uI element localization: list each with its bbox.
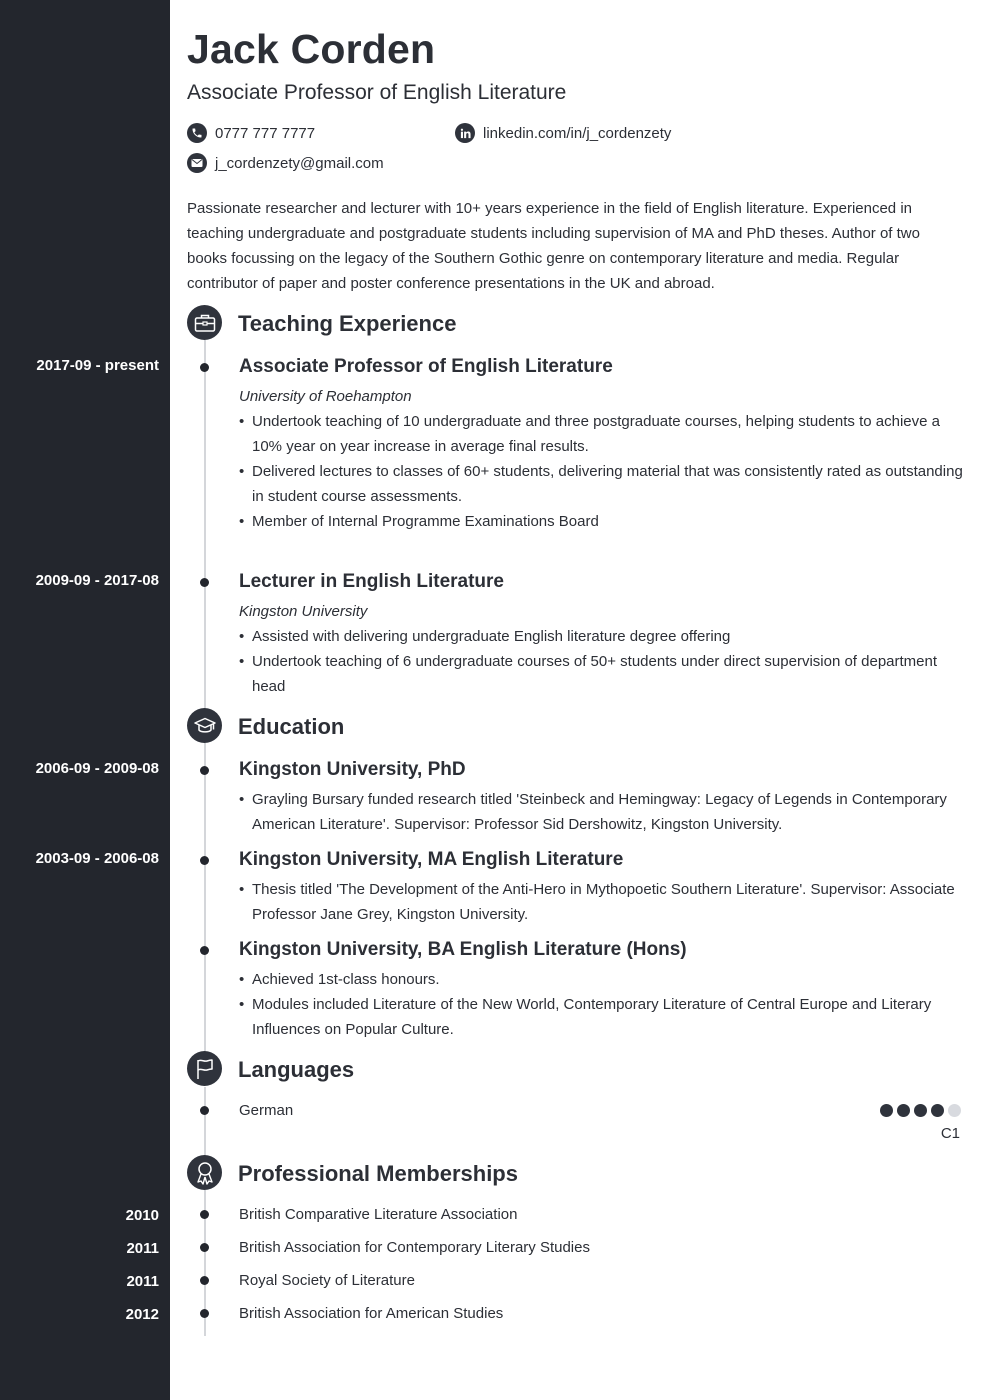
membership-year: 2011 xyxy=(126,1273,159,1290)
job-title-2: Lecturer in English Literature xyxy=(239,571,504,592)
timeline-dot xyxy=(200,1210,209,1219)
contact-email[interactable] xyxy=(187,153,384,173)
rating-dot-filled xyxy=(880,1104,893,1117)
job-org-1: University of Roehampton xyxy=(239,388,412,405)
education-bullets-2 xyxy=(239,877,964,927)
section-title-education: Education xyxy=(238,714,345,739)
contact-linkedin[interactable] xyxy=(455,123,671,143)
section-title-memberships: Professional Memberships xyxy=(238,1161,518,1186)
education-bullets-3 xyxy=(239,967,964,1042)
list-item: • Modules included Literature of the New World, Contemporary Literature of Central Europe and Literary Influences on Popular Culture. xyxy=(239,992,964,1042)
email-text[interactable]: j_cordenzety@gmail.com xyxy=(215,154,384,172)
sidebar xyxy=(0,0,170,1400)
list-item: • Member of Internal Programme Examinations Board xyxy=(239,509,964,534)
education-title-1: Kingston University, PhD xyxy=(239,759,466,780)
membership-year: 2012 xyxy=(125,1306,159,1323)
job-org-2: Kingston University xyxy=(239,603,368,620)
rating-dot-filled xyxy=(914,1104,927,1117)
timeline-dot xyxy=(200,578,209,587)
job-title: Associate Professor of English Literature xyxy=(187,81,567,104)
membership-year: 2011 xyxy=(126,1240,159,1257)
award-icon xyxy=(187,1155,222,1190)
job-date: 2017-09 - present xyxy=(36,357,159,374)
timeline-dot xyxy=(200,766,209,775)
membership-year: 2010 xyxy=(125,1207,159,1224)
list-item: • Undertook teaching of 6 undergraduate courses of 50+ students under direct supervision of department head xyxy=(239,649,964,699)
linkedin-icon xyxy=(455,123,475,143)
rating-dot-filled xyxy=(931,1104,944,1117)
rating-dot-filled xyxy=(897,1104,910,1117)
education-title-2: Kingston University, MA English Literature xyxy=(239,849,624,870)
job-title-1: Associate Professor of English Literature xyxy=(239,356,613,377)
timeline-dot xyxy=(200,1243,209,1252)
flag-icon xyxy=(187,1051,222,1086)
job-bullets-1 xyxy=(239,409,964,534)
list-item: • Grayling Bursary funded research titled 'Steinbeck and Hemingway: Legacy of Legends in Contemporary American Literature'. Supervisor: Professor Sid Dershowitz, Kingston University. xyxy=(239,787,964,837)
timeline-line-education xyxy=(204,743,206,1053)
timeline-dot xyxy=(200,1106,209,1115)
timeline-dot xyxy=(200,856,209,865)
graduation-cap-icon xyxy=(187,708,222,743)
list-item: • Thesis titled 'The Development of the Anti-Hero in Mythopoetic Southern Literature'. Supervisor: Associate Professor Jane Grey, Kingston University. xyxy=(239,877,964,927)
timeline-dot xyxy=(200,946,209,955)
education-date: 2003-09 - 2006-08 xyxy=(35,850,159,867)
timeline-line-experience xyxy=(204,340,206,710)
phone-icon xyxy=(187,123,207,143)
linkedin-text[interactable]: linkedin.com/in/j_cordenzety xyxy=(483,124,672,142)
membership-name: British Association for American Studies xyxy=(239,1305,504,1322)
timeline-dot xyxy=(200,363,209,372)
language-rating xyxy=(860,1104,961,1119)
job-date: 2009-09 - 2017-08 xyxy=(35,572,159,589)
language-level: C1 xyxy=(940,1125,960,1142)
timeline-line-languages xyxy=(204,1087,206,1157)
briefcase-icon xyxy=(187,305,222,340)
membership-name: British Association for Contemporary Literary Studies xyxy=(239,1239,590,1256)
membership-name: British Comparative Literature Association xyxy=(239,1206,518,1223)
membership-name: Royal Society of Literature xyxy=(239,1272,415,1289)
list-item: • Assisted with delivering undergraduate English literature degree offering xyxy=(239,624,964,649)
candidate-name: Jack Corden xyxy=(187,26,436,72)
contact-phone xyxy=(187,123,315,143)
timeline-dot xyxy=(200,1276,209,1285)
list-item: • Achieved 1st-class honours. xyxy=(239,967,964,992)
list-item: • Undertook teaching of 10 undergraduate and three postgraduate courses, helping students to achieve a 10% year on year increase in average final results. xyxy=(239,409,964,459)
timeline-dot xyxy=(200,1309,209,1318)
education-bullets-1 xyxy=(239,787,964,837)
section-title-languages: Languages xyxy=(238,1057,355,1082)
section-title-experience: Teaching Experience xyxy=(238,311,457,336)
job-bullets-2 xyxy=(239,624,964,699)
education-date: 2006-09 - 2009-08 xyxy=(35,760,159,777)
rating-dot-empty xyxy=(948,1104,961,1117)
email-icon xyxy=(187,153,207,173)
list-item: • Delivered lectures to classes of 60+ students, delivering material that was consistently rated as outstanding in student course assessments. xyxy=(239,459,964,509)
profile-summary: Passionate researcher and lecturer with 10+ years experience in the field of English literature. Experienced in teaching undergraduate and postgraduate students including supervision of MA and PhD theses. Author of two books focussing on the legacy of the Southern Gothic genre on contemporary literature and media. Regular contributor of paper and poster conference presentations in the UK and abroad. xyxy=(187,200,920,292)
language-name: German xyxy=(239,1102,294,1119)
education-title-3: Kingston University, BA English Literature (Hons) xyxy=(239,939,687,960)
phone-text: 0777 777 7777 xyxy=(215,124,316,142)
